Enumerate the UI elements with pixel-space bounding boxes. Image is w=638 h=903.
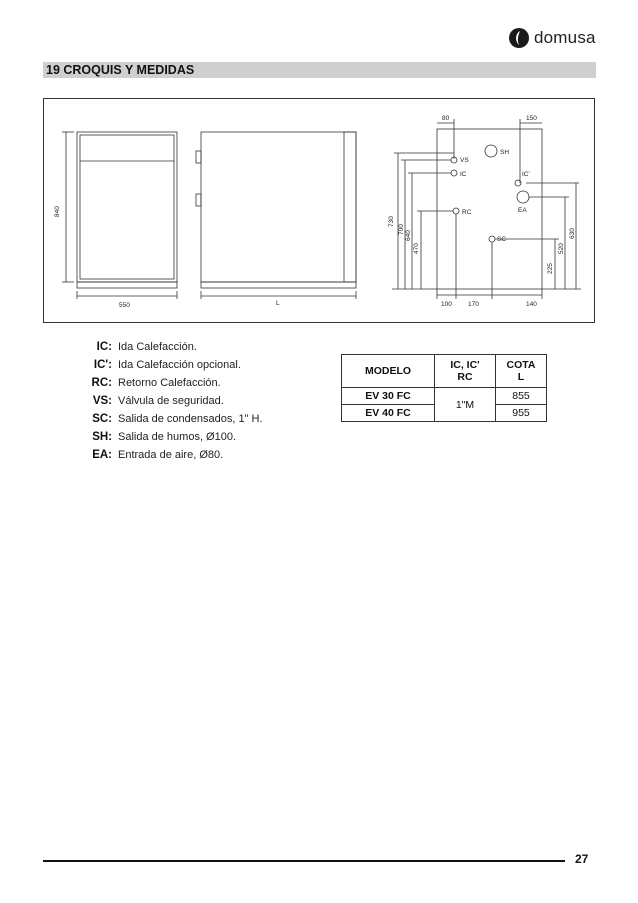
- section-title: 19 CROQUIS Y MEDIDAS: [46, 63, 195, 77]
- footer-rule: [43, 860, 565, 862]
- label-sc: SC: [497, 236, 507, 243]
- legend-code: SC:: [92, 413, 112, 425]
- front-view-outline: [77, 132, 177, 282]
- front-width-label: 550: [119, 302, 130, 309]
- domusa-logo-icon: [508, 27, 530, 49]
- page-number: 27: [575, 852, 589, 866]
- cota-cell: 955: [496, 405, 547, 422]
- legend-desc: Ida Calefacción.: [118, 341, 197, 353]
- model-cell: EV 30 FC: [342, 388, 435, 405]
- table-row: [342, 388, 547, 405]
- right-dim-520: 520: [558, 243, 565, 254]
- section-header: [43, 62, 596, 78]
- brand-logo: [508, 27, 596, 49]
- left-dim-470: 470: [413, 243, 420, 254]
- label-ic: IC: [460, 171, 467, 178]
- left-dim-700: 700: [398, 224, 405, 235]
- legend-code: VS:: [92, 395, 112, 407]
- label-vs: VS: [460, 157, 469, 164]
- bottom-dim-100: 100: [441, 301, 452, 308]
- legend-item: [86, 356, 263, 374]
- label-ic-prime: IC': [522, 171, 530, 178]
- legend-desc: Entrada de aire, Ø80.: [118, 449, 224, 461]
- model-cell: EV 40 FC: [342, 405, 435, 422]
- right-dim-225: 225: [547, 263, 554, 274]
- dimension-drawing-svg: [44, 99, 596, 324]
- legend-item: [86, 410, 263, 428]
- sh-connection: [485, 145, 497, 157]
- label-sh: SH: [500, 149, 510, 156]
- legend-item: [86, 374, 263, 392]
- header-connections-line2: RC: [457, 371, 473, 383]
- top-dim-80: 80: [442, 115, 450, 122]
- legend-code: IC:: [96, 341, 112, 353]
- header-modelo: MODELO: [342, 355, 435, 388]
- side-width-label: L: [276, 300, 280, 307]
- left-dim-730: 730: [388, 216, 395, 227]
- label-rc: RC: [462, 209, 472, 216]
- header-cota-line1: COTA: [506, 359, 536, 371]
- legend-desc: Retorno Calefacción.: [118, 377, 221, 389]
- header-cota-line2: L: [517, 371, 525, 383]
- front-height-label: 840: [54, 206, 61, 217]
- brand-name: domusa: [534, 28, 596, 47]
- dimension-drawing: [43, 98, 595, 323]
- bottom-dim-140: 140: [526, 301, 537, 308]
- legend-code: IC':: [93, 359, 112, 371]
- legend-desc: Salida de humos, Ø100.: [118, 431, 237, 443]
- legend-code: EA:: [92, 449, 112, 461]
- cota-cell: 855: [496, 388, 547, 405]
- right-dim-630: 630: [569, 228, 576, 239]
- legend-item: [86, 446, 263, 464]
- legend-code: RC:: [91, 377, 112, 389]
- legend-item: [86, 338, 263, 356]
- legend-desc: Salida de condensados, 1" H.: [118, 413, 263, 425]
- legend-code: SH:: [92, 431, 112, 443]
- header-cota: [496, 355, 547, 388]
- legend: [86, 338, 263, 464]
- label-ea: EA: [518, 207, 527, 214]
- left-dim-640: 640: [405, 230, 412, 241]
- top-dim-150: 150: [526, 115, 537, 122]
- legend-desc: Válvula de seguridad.: [118, 395, 224, 407]
- legend-desc: Ida Calefacción opcional.: [118, 359, 241, 371]
- legend-item: [86, 392, 263, 410]
- side-view-outline: [201, 132, 356, 282]
- models-table: [341, 354, 547, 422]
- header-connections-line1: IC, IC': [450, 359, 480, 371]
- legend-item: [86, 428, 263, 446]
- header-connections: [435, 355, 496, 388]
- connection-cell: 1"M: [435, 388, 496, 422]
- ea-connection: [517, 191, 529, 203]
- bottom-dim-170: 170: [468, 301, 479, 308]
